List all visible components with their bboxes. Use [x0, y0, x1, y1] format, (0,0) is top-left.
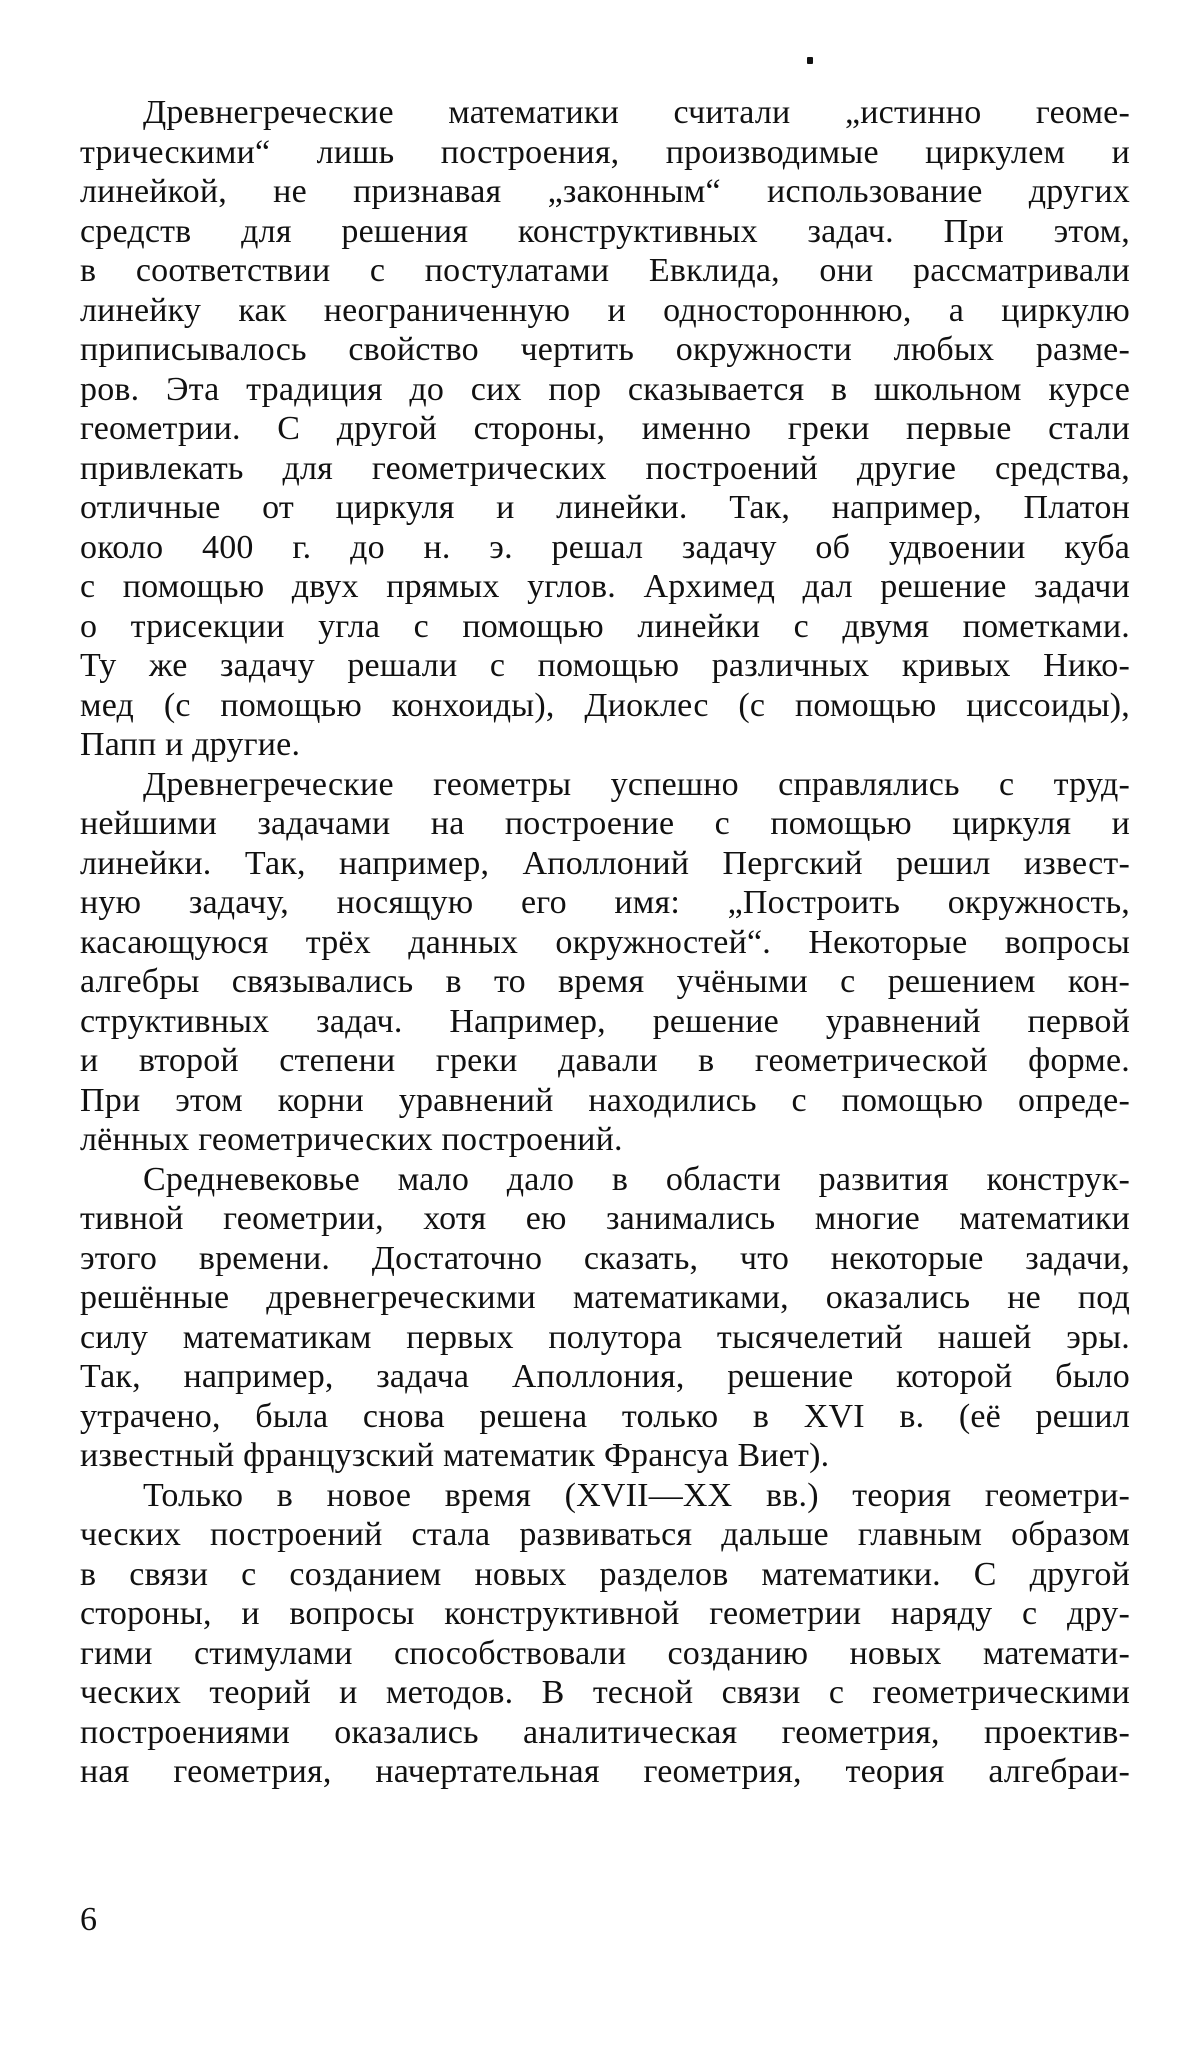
- paragraph-3: [80, 1160, 1130, 1476]
- text-line: касающуюся трёх данных окружностей“. Некоторые вопросы: [80, 923, 1130, 961]
- text-line: силу математикам первых полутора тысячелетий нашей эры.: [80, 1318, 1130, 1356]
- text-line: Так, например, задача Аполлония, решение которой было: [80, 1358, 1130, 1395]
- text-line: При этом корни уравнений находились с помощью опреде-: [80, 1081, 1130, 1119]
- text-line: в соответствии с постулатами Евклида, они рассматривали: [80, 252, 1130, 289]
- text-line: решённые древнегреческими математиками, оказались не под: [80, 1279, 1130, 1316]
- text-line: линейкой, не признавая „законным“ использование других: [80, 173, 1130, 210]
- text-line: Только в новое время (XVII—XX вв.) теория геометри-: [143, 1476, 1130, 1514]
- text-line: около 400 г. до н. э. решал задачу об удвоении куба: [80, 528, 1130, 566]
- text-line: трическими“ лишь построения, производимые циркулем и: [80, 133, 1130, 171]
- text-line: средств для решения конструктивных задач. При этом,: [80, 212, 1130, 250]
- text-line: построениями оказались аналитическая геометрия, проектив-: [80, 1713, 1130, 1751]
- text-line: линейки. Так, например, Аполлоний Пергский решил извест-: [80, 844, 1130, 882]
- paragraph-2: [80, 765, 1130, 1160]
- text-line: ческих теорий и методов. В тесной связи с геометрическими: [80, 1674, 1130, 1711]
- page-number: 6: [80, 1901, 97, 1938]
- paragraph-1: [80, 93, 1130, 765]
- text-line: ная геометрия, начертательная геометрия, теория алгебраи-: [80, 1753, 1130, 1790]
- text-line: Папп и другие.: [80, 726, 301, 763]
- text-line: приписывалось свойство чертить окружности любых разме-: [80, 331, 1130, 368]
- paragraph-4: [80, 1476, 1130, 1792]
- body-text: [80, 93, 1130, 1792]
- print-speck: [807, 57, 813, 64]
- text-line: линейку как неограниченную и одностороннюю, а циркулю: [80, 291, 1130, 329]
- text-line: известный французский математик Франсуа Виет).: [80, 1437, 830, 1474]
- text-line: в связи с созданием новых разделов математики. С другой: [80, 1555, 1130, 1593]
- text-line: Средневековье мало дало в области развития конструк-: [143, 1160, 1130, 1198]
- text-line: мед (с помощью конхоиды), Диоклес (с помощью циссоиды),: [80, 686, 1130, 724]
- text-line: и второй степени греки давали в геометрической форме.: [80, 1042, 1130, 1079]
- text-line: гими стимулами способствовали созданию новых математи-: [80, 1634, 1130, 1672]
- text-line: структивных задач. Например, решение уравнений первой: [80, 1002, 1130, 1040]
- text-line: этого времени. Достаточно сказать, что некоторые задачи,: [80, 1239, 1130, 1277]
- text-line: Ту же задачу решали с помощью различных кривых Нико-: [80, 647, 1130, 684]
- book-page: [80, 0, 1130, 2061]
- text-line: ров. Эта традиция до сих пор сказывается в школьном курсе: [80, 370, 1130, 408]
- text-line: о трисекции угла с помощью линейки с двумя пометками.: [80, 607, 1130, 645]
- text-line: алгебры связывались в то время учёными с решением кон-: [80, 963, 1130, 1000]
- text-line: с помощью двух прямых углов. Архимед дал решение задачи: [80, 568, 1130, 605]
- text-line: ную задачу, носящую его имя: „Построить окружность,: [80, 884, 1130, 921]
- text-line: ческих построений стала развиваться дальше главным образом: [80, 1516, 1130, 1553]
- text-line: утрачено, была снова решена только в XVI в. (её решил: [80, 1397, 1130, 1435]
- text-line: тивной геометрии, хотя ею занимались многие математики: [80, 1200, 1130, 1237]
- text-line: Древнегреческие геометры успешно справлялись с труд-: [143, 765, 1130, 803]
- text-line: привлекать для геометрических построений другие средства,: [80, 449, 1130, 487]
- text-line: лённых геометрических построений.: [80, 1121, 623, 1158]
- text-line: геометрии. С другой стороны, именно греки первые стали: [80, 410, 1130, 447]
- text-line: нейшими задачами на построение с помощью циркуля и: [80, 805, 1130, 842]
- text-line: отличные от циркуля и линейки. Так, например, Платон: [80, 489, 1130, 526]
- text-line: стороны, и вопросы конструктивной геометрии наряду с дру-: [80, 1595, 1130, 1632]
- text-line: Древнегреческие математики считали „истинно геоме-: [143, 94, 1130, 131]
